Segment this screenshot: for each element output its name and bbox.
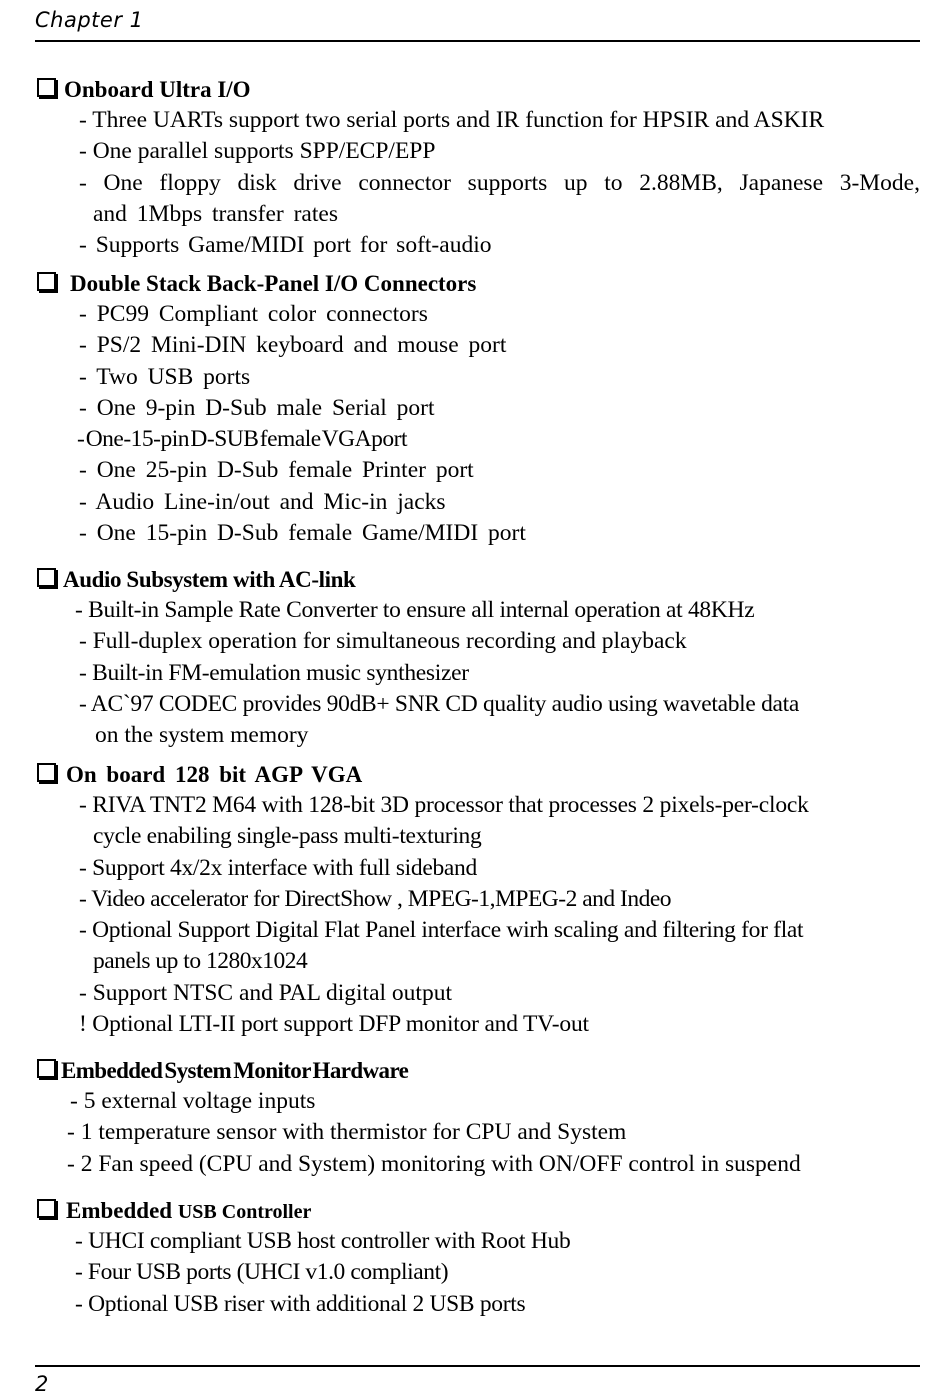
list-item: - Optional Support Digital Flat Panel interface wirh scaling and filtering for flat bbox=[79, 917, 804, 944]
footer-rule bbox=[35, 1365, 920, 1367]
section-heading bbox=[35, 1195, 920, 1226]
list-item: - One 9-pin D-Sub male Serial port bbox=[79, 394, 435, 421]
checkbox-icon bbox=[37, 1059, 56, 1078]
section-agp-vga bbox=[35, 759, 920, 1040]
section-heading bbox=[35, 74, 920, 105]
list-item-continuation: and 1Mbps transfer rates bbox=[93, 200, 338, 227]
checkbox-icon bbox=[37, 272, 56, 291]
section-heading bbox=[35, 564, 920, 595]
section-heading bbox=[35, 268, 920, 299]
list-item: - Supports Game/MIDI port for soft-audio bbox=[79, 232, 492, 259]
checkbox-icon bbox=[37, 1199, 56, 1218]
list-item: - PS/2 Mini-DIN keyboard and mouse port bbox=[79, 332, 507, 359]
section-title: Embedded System Monitor Hardware bbox=[61, 1058, 409, 1083]
section-title: Double Stack Back-Panel I/O Connectors bbox=[70, 271, 477, 296]
list-item: - One parallel supports SPP/ECP/EPP bbox=[79, 138, 436, 165]
section-title: On board 128 bit AGP VGA bbox=[66, 762, 363, 787]
section-title: Onboard Ultra I/O bbox=[64, 77, 251, 102]
section-title: Embedded bbox=[66, 1198, 173, 1223]
list-item: - AC`97 CODEC provides 90dB+ SNR CD quality audio using wavetable data bbox=[79, 690, 800, 717]
list-item: - One 15-pin D-Sub female Game/MIDI port bbox=[79, 520, 526, 547]
list-item-continuation: cycle enabiling single-pass multi-texturing bbox=[93, 823, 482, 850]
list-item: - Built-in Sample Rate Converter to ensure all internal operation at 48KHz bbox=[75, 597, 755, 623]
list-item-continuation: on the system memory bbox=[95, 722, 309, 749]
checkbox-icon bbox=[37, 763, 56, 782]
list-item: - Optional USB riser with additional 2 USB ports bbox=[75, 1290, 526, 1317]
list-item: - Three UARTs support two serial ports and IR function for HPSIR and ASKIR bbox=[79, 107, 825, 133]
list-item: - 1 temperature sensor with thermistor for CPU and System bbox=[67, 1119, 627, 1146]
section-back-panel-io bbox=[35, 268, 920, 549]
chapter-header: Chapter 1 bbox=[35, 8, 144, 32]
section-title: Audio Subsystem with AC-link bbox=[63, 567, 356, 592]
section-usb-controller bbox=[35, 1195, 920, 1320]
list-item: - Built-in FM-emulation music synthesizer bbox=[79, 659, 469, 686]
header-rule bbox=[35, 40, 920, 42]
list-item: - One-15-pin D-SUB female VGA port bbox=[77, 426, 408, 453]
list-item: - Two USB ports bbox=[79, 363, 251, 390]
section-heading bbox=[35, 759, 920, 790]
page-number: 2 bbox=[35, 1372, 49, 1396]
list-item: - UHCI compliant USB host controller with Root Hub bbox=[75, 1228, 571, 1254]
list-item: - Video accelerator for DirectShow , MPEG-1,MPEG-2 and Indeo bbox=[79, 885, 672, 912]
list-item: - Full-duplex operation for simultaneous recording and playback bbox=[79, 628, 687, 655]
list-item: - Four USB ports (UHCI v1.0 compliant) bbox=[75, 1259, 449, 1286]
checkbox-icon bbox=[37, 568, 56, 587]
section-onboard-ultra-io bbox=[35, 74, 920, 261]
list-item: - 2 Fan speed (CPU and System) monitoring with ON/OFF control in suspend bbox=[67, 1150, 801, 1177]
checkbox-icon bbox=[37, 78, 56, 97]
list-item: ! Optional LTI-II port support DFP monitor and TV-out bbox=[79, 1011, 589, 1038]
list-item: - Support NTSC and PAL digital output bbox=[79, 979, 452, 1006]
list-item: - One floppy disk drive connector supports up to 2.88MB, Japanese 3-Mode, bbox=[79, 169, 920, 196]
list-item: - One 25-pin D-Sub female Printer port bbox=[79, 457, 474, 484]
list-item: - PC99 Compliant color connectors bbox=[79, 301, 428, 327]
list-item: - Audio Line-in/out and Mic-in jacks bbox=[79, 488, 446, 515]
list-item: - RIVA TNT2 M64 with 128-bit 3D processor that processes 2 pixels-per-clock bbox=[79, 792, 809, 818]
list-item-continuation: panels up to 1280x1024 bbox=[93, 948, 308, 975]
section-heading bbox=[35, 1055, 920, 1086]
section-system-monitor bbox=[35, 1055, 920, 1180]
list-item: - Support 4x/2x interface with full sideband bbox=[79, 854, 477, 881]
section-title-small: USB Controller bbox=[177, 1201, 312, 1223]
section-audio-subsystem bbox=[35, 564, 920, 751]
list-item: - 5 external voltage inputs bbox=[70, 1088, 316, 1114]
